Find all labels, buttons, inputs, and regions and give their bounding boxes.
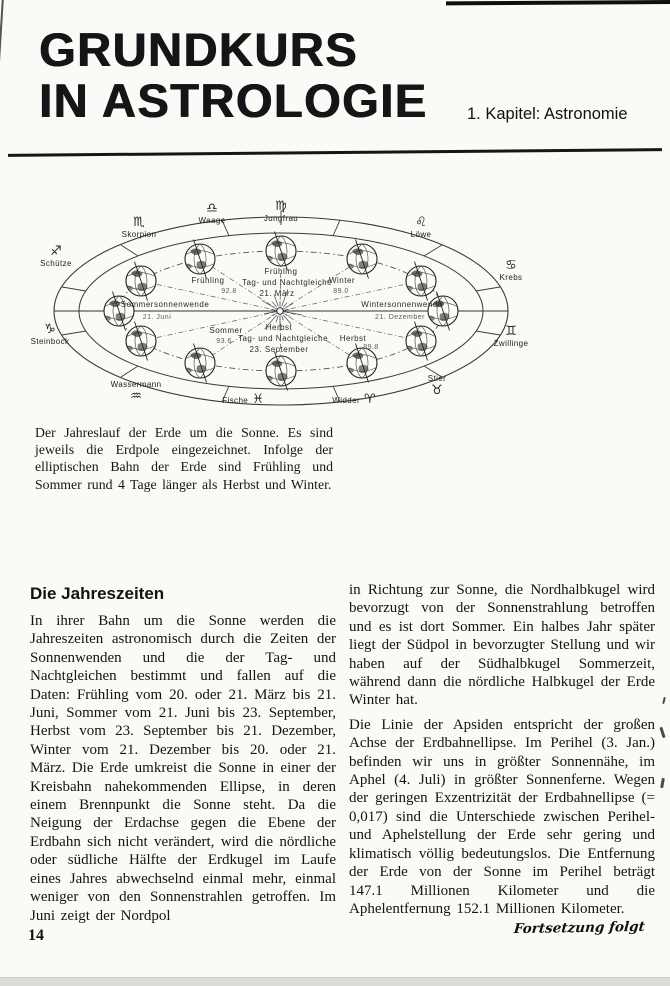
page-title — [39, 24, 428, 126]
autumn-season-label: Herbst — [339, 334, 367, 343]
zodiac-sign-capricorn: ♑ Steinbock — [30, 322, 70, 346]
earth-globe — [406, 262, 436, 301]
winter-days-value: 89.0 — [333, 288, 349, 295]
sagittarius-icon: ♐ — [50, 244, 62, 259]
margin-pen-mark — [660, 778, 665, 788]
page-title-line1: GRUNDKURS — [39, 23, 358, 76]
aries-icon: ♈ — [364, 392, 376, 407]
autumn-equinox-line2: Tag- und Nachtgleiche — [237, 334, 329, 343]
zodiac-sign-aquarius: ♒ Wassermann — [110, 380, 162, 404]
paragraph: In ihrer Bahn um die Sonne werden die Jahreszeiten astronomisch durch die Zeiten der Sonnenwenden und die der Tag- und Nachtgleichen bestimmt und fallen auf die Daten: Frühling vom 20. oder 21. März bis 21. Juni, Sommer vom 21. Juni bis 23. September, Herbst vom 23. September bis 21. Dezember, Winter vom 21. Dezember bis 20. oder 21. März. Die Erde umkreist die Sonne in einer der Kreisbahn nahekommenden Ellipse, in deren einem Brennpunkt die Sonne steht. Da die Neigung der Erdachse gegen die Ebene der Erdbahn sich nicht verändert, wird die nördliche oder südliche Hälfte der Erdkugel im Laufe eines Jahres abwechselnd einmal mehr, einmal weniger von den Sonnenstrahlen getroffen. Im Juni zeigt der Nordpol — [30, 613, 336, 924]
page-title-line2: IN ASTROLOGIE — [39, 74, 428, 127]
winter-season-label: Winter — [328, 276, 356, 285]
leo-icon: ♌ — [415, 215, 427, 230]
summer-season-label: Sommer — [209, 326, 243, 335]
summer-days-value: 93.6 — [216, 338, 232, 345]
zodiac-sign-cancer: ♋ Krebs — [499, 258, 523, 282]
figure-caption: Der Jahreslauf der Erde um die Sonne. Es sind jeweils die Erdpole eingezeichnet. Infolge der elliptischen Bahn der Erde sind Frühling und Sommer rund 4 Tage länger als Herbst und Winter. — [35, 425, 333, 492]
spring-equinox-line1: Frühling — [264, 267, 298, 276]
autumn-days-value: 89.8 — [363, 344, 379, 351]
spring-equinox-line3: 21. März — [259, 289, 295, 298]
earth-globe — [126, 322, 156, 361]
earth-globe — [347, 240, 377, 279]
gemini-icon: ♊ — [505, 324, 517, 339]
autumn-equinox-line3: 23. September — [249, 345, 309, 354]
zodiac-sign-libra: ♎ Waage — [198, 201, 226, 225]
zodiac-sign-gemini: ♊ Zwillinge — [493, 324, 529, 348]
margin-pen-mark — [662, 697, 666, 704]
scan-edge-left-artifact — [0, 0, 4, 136]
chapter-label: 1. Kapitel: Astronomie — [467, 105, 628, 123]
article-heading: Die Jahreszeiten — [30, 584, 165, 603]
pisces-icon: ♓ — [252, 392, 264, 407]
orbit-diagram — [0, 195, 670, 417]
earth-globe — [185, 240, 215, 279]
scan-edge-top-artifact — [446, 0, 670, 5]
zodiac-sign-leo: ♌ Löwe — [410, 215, 432, 239]
margin-pen-mark — [659, 727, 665, 738]
continuation-note: Fortsetzung folgt — [513, 918, 646, 938]
earth-globe — [428, 292, 458, 331]
zodiac-sign-scorpio: ♏ Skorpion — [121, 215, 157, 239]
paragraph: Die Linie der Apsiden entspricht der großen Achse der Erdbahnellipse. Im Perihel (3. Jan.) befinden wir uns in größter Sonnennähe, im Aphel (4. Juli) in größter Sonnenferne. Wegen der geringen Exzentrizität der Erdbahnellipse (= 0,017) sind die Unterschiede zwischen Perihel- und Aphelstellung der Erde sehr gering und klimatisch völlig bedeutungslos. Die Entfernung der Erde von der Sonne im Perihel beträgt 147.1 Millionen Kilometer und die Aphelentfernung 152.1 Millionen Kilometer. — [349, 716, 655, 917]
earth-globe — [104, 292, 134, 331]
zodiac-sign-aries: Widder ♈ — [332, 392, 376, 407]
orbit-diagram-graphic — [0, 195, 670, 417]
earth-globe — [126, 262, 156, 301]
article-column-left — [30, 612, 336, 930]
scan-edge-bottom-band — [0, 977, 670, 986]
scorpio-icon: ♏ — [133, 215, 145, 230]
spring-season-label: Frühling — [191, 276, 225, 285]
zodiac-sign-pisces: Fische ♓ — [222, 392, 264, 407]
summer-solstice-line2: 21. Juni — [142, 314, 172, 321]
taurus-icon: ♉ — [431, 383, 443, 398]
aquarius-icon: ♒ — [130, 389, 142, 404]
zodiac-sign-virgo: ♍ Jungfrau — [263, 199, 299, 223]
summer-solstice-line1: Sommersonnenwende — [120, 300, 210, 309]
article-column-right — [349, 581, 655, 939]
winter-solstice-line1: Wintersonnenwende — [361, 300, 443, 309]
spring-days-value: 92.8 — [221, 288, 237, 295]
paragraph: in Richtung zur Sonne, die Nordhalbkugel wird bevorzugt von der Sonnenstrahlung betroffen und es ist dort Sommer. Ein halbes Jahr später liegt der Südpol in bevorzugter Stellung und wir haben auf der Südhalbkugel Sommerzeit, während dann die nördliche Halbkugel der Erde Winter hat. — [349, 582, 655, 709]
earth-globe — [185, 344, 215, 383]
page-number: 14 — [28, 927, 44, 944]
zodiac-sign-taurus: ♉ Stier — [427, 374, 447, 398]
winter-solstice-line2: 21. Dezember — [375, 314, 425, 321]
zodiac-sign-sagittarius: ♐ Schütze — [40, 244, 72, 268]
earth-globe — [266, 352, 296, 391]
title-rule — [8, 148, 662, 157]
earth-globe — [406, 322, 436, 361]
spring-equinox-line2: Tag- und Nachtgleiche — [241, 278, 333, 287]
libra-icon: ♎ — [206, 201, 218, 216]
capricorn-icon: ♑ — [44, 322, 56, 337]
virgo-icon: ♍ — [275, 199, 287, 214]
cancer-icon: ♋ — [505, 258, 517, 273]
earth-globe — [266, 232, 296, 271]
autumn-equinox-line1: Herbst — [265, 323, 293, 332]
